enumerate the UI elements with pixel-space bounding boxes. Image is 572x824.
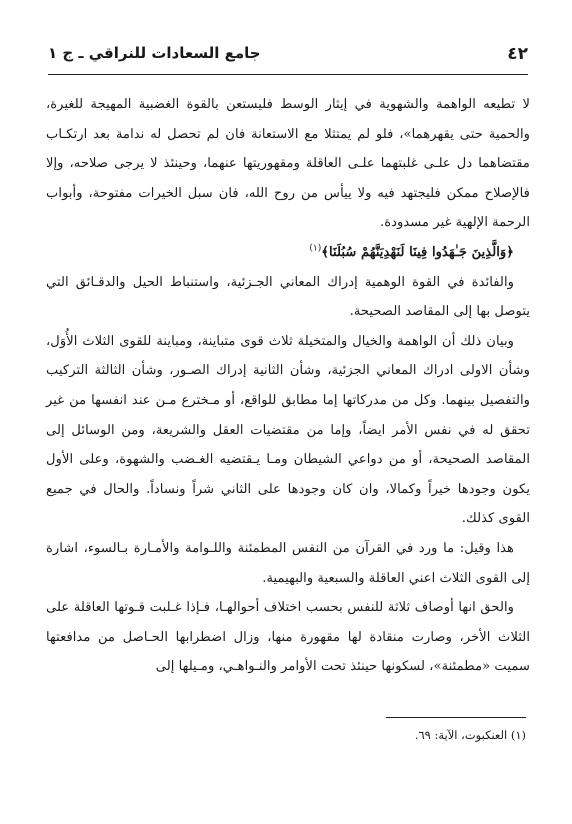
footnote: (١) العنكبوت، الآية: ٦٩.	[414, 728, 526, 742]
page-body	[46, 90, 530, 682]
quran-verse-paragraph	[46, 238, 530, 268]
quran-verse: ﴿وَالَّذِينَ جَـٰهَدُوا فِينَا لَنَهْدِيَنَّهُمْ سُبُلَنَا﴾	[321, 244, 514, 260]
footnote-ref: (١)	[309, 243, 322, 254]
paragraph: لا تطيعه الواهمة والشهوية في إيثار الوسط فليستعن بالقوة الغضبية المهيجة للغيرة، والحمية حتى يقهرهما»، فلو لم يمتثلا مع الاستعانة فان لم تحصل له ندامة بعد ارتكـاب مقتضاهما دل علـى غلبتهما علـى العاقلة ومقهوريتها عنهما، وحينئذ لا يرجى صلاحه، وإلا فالإصلاح ممكن فليجتهد فيه ولا ييأس من روح الله، فان سبل الخيرات مفتوحة، وأبواب الرحمة الإلهية غير مسدودة.	[46, 97, 530, 231]
paragraph: هذا وقيل: ما ورد في القرآن من النفس المطمئنة واللـوامة والأمـارة بـالسوء، اشارة إلى القوى الثلاث اعني العاقلة والسبعية والبهيمية.	[46, 540, 530, 586]
paragraph: والحق انها أوصاف ثلاثة للنفس بحسب اختلاف أحوالهـا، فـإذا غـلبت قـوتها العاقلة على الثلاث الأخر، وصارت منقادة لها مقهورة منها، وزال اضطرابها الحـاصل من مدافعتها سميت «مطمئنة»، لسكونها حينئذ تحت الأوامر والنـواهـي، ومـيلها إلى	[46, 600, 530, 675]
paragraph: وبيان ذلك أن الواهمة والخيال والمتخيلة ثلاث قوى متباينة، ومباينة للقوى الثلاث الأُوَل، وشأن الاولى ادراك المعاني الجزئية، وشأن الثانية إدراك الصـور، وشأن الثالثة التركيب والتفصيل بينهما. وكل من مدركاتها إما مطابق للواقع، أو مـخترع مـن عند انفسها من غير تحقق له في نفس الأمر ايضاً، وإما من مقتضيات العقل والشريعة، ومن الوسائل إلى المقاصد الصحيحة، أو من دواعي الشيطان ومـا يـقتضيه الغـضب والشهوة، وعلى الأول يكون وجودها خيراً وكمالا، وان كان وجودها على الثاني شراً ونساداً. والحال في جميع القوى كذلك.	[46, 333, 530, 527]
footnote-divider	[386, 717, 526, 718]
header-divider	[48, 74, 528, 75]
running-title: جامع السعادات للنراقي ـ ج ١	[48, 44, 261, 62]
page-number: ٤٢	[507, 44, 528, 64]
paragraph: والفائدة في القوة الوهمية إدراك المعاني الجـزئية، واستنباط الحيل والدقـائق التي يتوصل بها إلى المقاصد الصحيحة.	[46, 274, 530, 320]
page-header	[48, 40, 528, 70]
